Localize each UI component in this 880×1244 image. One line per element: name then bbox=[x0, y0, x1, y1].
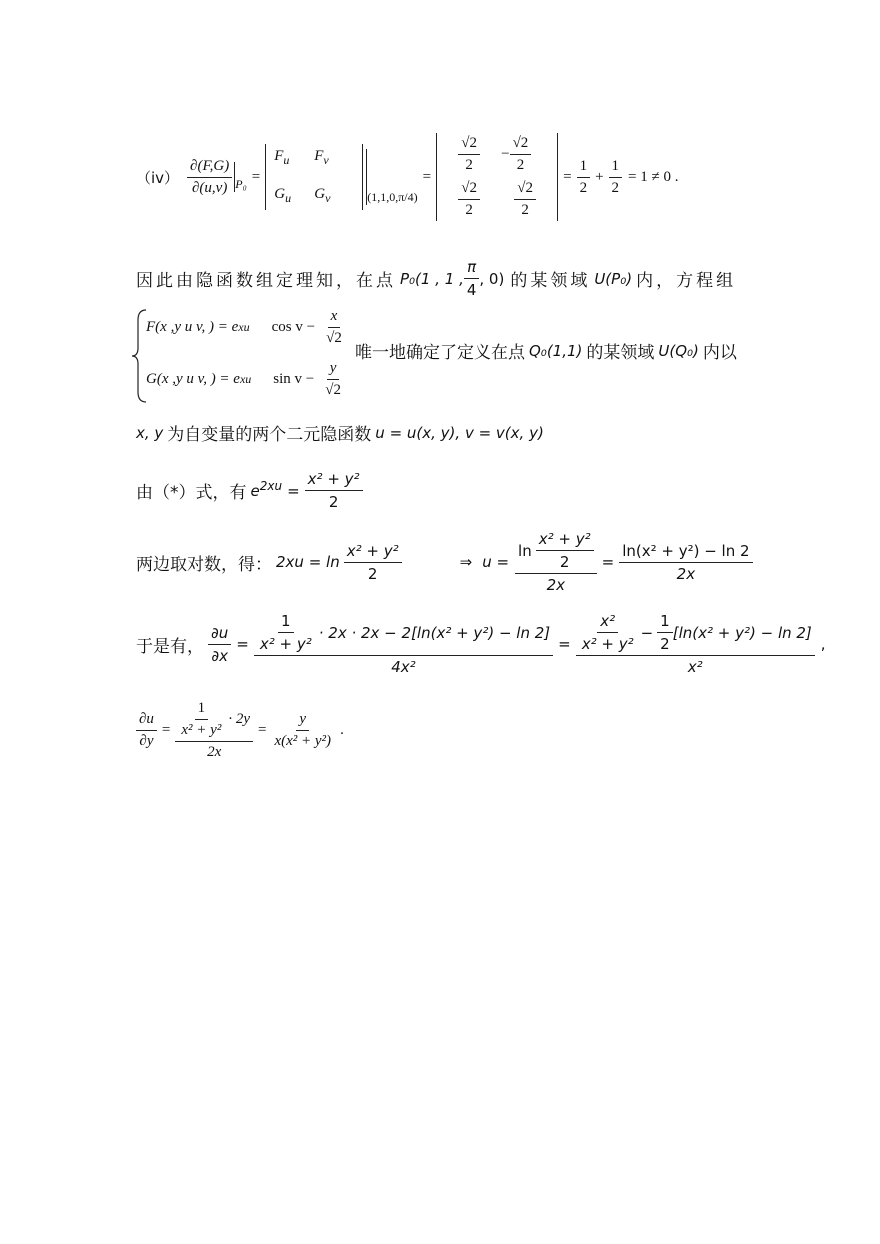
jacobian-fraction: $\frac{\partial(F,G)}{\partial(u,v)}$ bbox=[187, 158, 232, 197]
eval-point-p0: P₀ bbox=[235, 176, 247, 191]
paragraph-du-dy: $\frac{\partial u}{\partial y}$ = $\frac{1}{\text{x² + y²}}$ · 2y 2x = $\frac{y}{\text{x(x² + y²)}}$ . bbox=[136, 700, 344, 761]
numeric-determinant: $\frac{√2}{2}$ − $\frac{√2}{2}$ $\frac{√2}{2}$ $\frac{√2}{2}$ bbox=[436, 133, 558, 221]
paragraph-du-dx: 于是有， $\frac{\partial u}{\partial x}$ = $\frac{1}{\text{x² + y²}}$ · 2x · 2x − 2[ln(x² + y²) − ln 2] 4x² = $\frac{\text{x²}}{\text{x² + y²}}$ − $\frac{1}{2}$ [ln(x² + y²) − ln 2] x² , bbox=[136, 612, 826, 676]
eval-point: (1,1,0,π/4) bbox=[367, 189, 418, 204]
paragraph-theorem: 因此由隐函数组定理知，在点 P₀(1 , 1 , $\frac{\pi}{4}$ , 0) 的某领域 U(P₀) 内，方程组 bbox=[136, 258, 737, 299]
paragraph-log: 两边取对数，得： 2xu = ln $\frac{\text{x² + y²}}{2}$ ⇒ u = ln $\frac{\text{x² + y²}}{2}$ 2x = $\frac{\text{ln(x² + y²) − ln 2}}{2x}$ bbox=[136, 530, 753, 594]
symbolic-determinant: $F_u$ $F_v$ $G_u$ $G_v$ bbox=[265, 144, 363, 210]
system-eq1: F(x ,y u v, ) = e xu cos v − $\frac{x}{√2}$ bbox=[146, 308, 342, 346]
system-eq2: G(x ,y u v, ) = e xu sin v − $\frac{y}{√2}$ bbox=[146, 360, 341, 398]
jacobian-line: （iv） $\frac{\partial(F,G)}{\partial(u,v)}$ P₀ = $F_u$ $F_v$ $G_u$ $G_v$ (1,1,0,π/4) = $\frac{√2}{2}$ − $\frac{√2}{2}$ $\frac{√2}{2}$ $\frac{√2}{2}$ = $\frac{1}{2}$ + $\frac{1}{2}$ = 1 ≠ 0 . bbox=[136, 122, 679, 232]
item-label: （iv） bbox=[136, 168, 180, 187]
jacobian-result: = 1 ≠ 0 . bbox=[628, 168, 679, 185]
paragraph-star: 由（*）式，有 e $^{2xu}$ = $\frac{\text{x² + y²}}{2}$ bbox=[136, 470, 363, 511]
paragraph-implicit-functions: x, y 为自变量的两个二元隐函数 u = u(x, y), v = v(x, y) bbox=[136, 423, 544, 445]
system-text: 唯一地确定了定义在点 Q₀(1,1) 的某领域 U(Q₀) 内以 bbox=[355, 341, 737, 363]
